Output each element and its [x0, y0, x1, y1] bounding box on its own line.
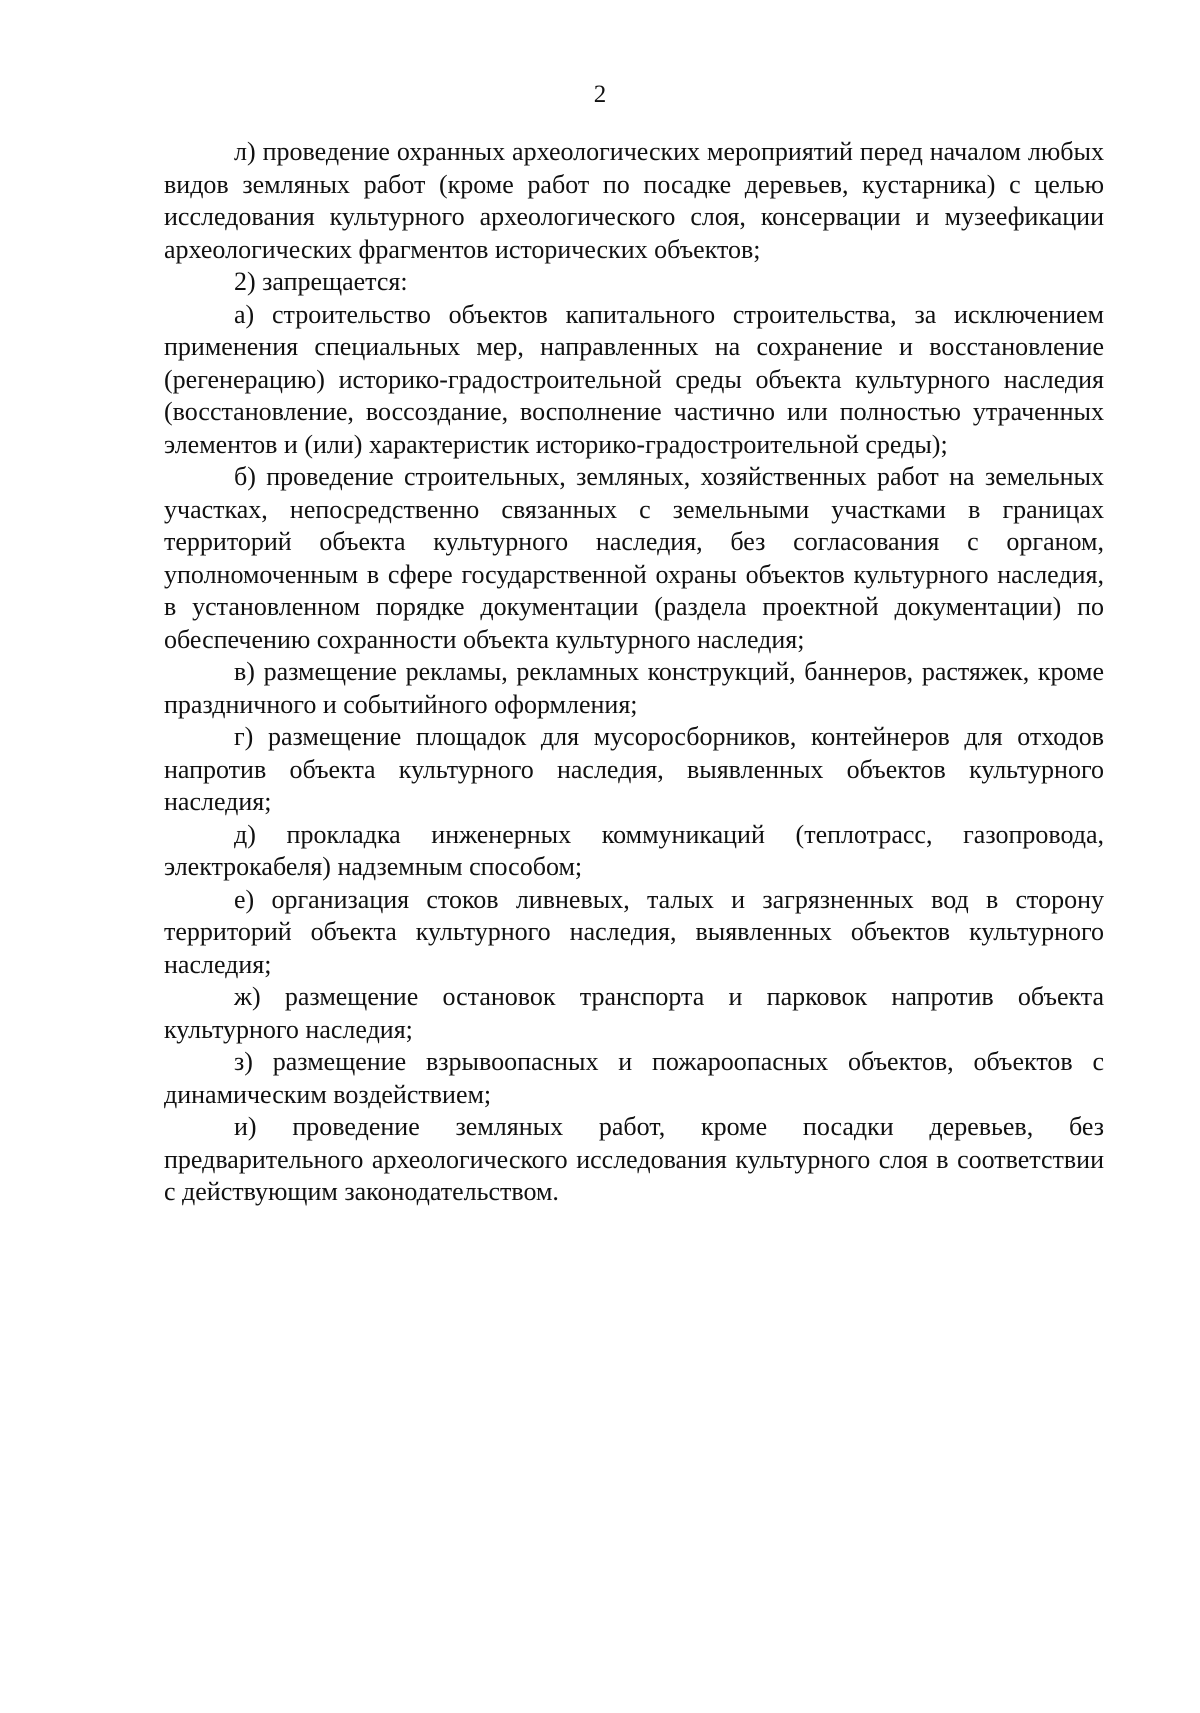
paragraph-prohibited-heading: 2) запрещается:: [234, 267, 408, 296]
paragraph-item-e: е) организация стоков ливневых, талых и загрязненных вод в сторону территорий объекта культурного наследия, выявленных объектов культурного наследия;: [164, 884, 1104, 979]
document-body: [164, 136, 1104, 1209]
paragraph-item-zh: ж) размещение остановок транспорта и парковок напротив объекта культурного наследия;: [164, 982, 1104, 1044]
paragraph-item-g: г) размещение площадок для мусоросборников, контейнеров для отходов напротив объекта культурного наследия, выявленных объектов культурного наследия;: [164, 722, 1104, 816]
paragraph-item-a: а) строительство объектов капитального строительства, за исключением применения специальных мер, направленных на сохранение и восстановление (регенерацию) историко-градостроительной среды объекта культурного наследия (восстановление, воссоздание, восполнение частично или полностью утраченных элементов и (или) характеристик историко-градостроительной среды);: [164, 299, 1104, 459]
paragraph-item-i: и) проведение земляных работ, кроме посадки деревьев, без предварительного археологического исследования культурного слоя в соответствии с действующим законодательством.: [164, 1112, 1104, 1206]
paragraph-item-l: л) проведение охранных археологических мероприятий перед началом любых видов земляных работ (кроме работ по посадке деревьев, кустарника) с целью исследования культурного археологического слоя, консервации и музеефикации археологических фрагментов исторических объектов;: [164, 137, 1104, 264]
paragraph-item-d: д) прокладка инженерных коммуникаций (теплотрасс, газопровода, электрокабеля) надземным способом;: [164, 819, 1104, 881]
paragraph-item-v: в) размещение рекламы, рекламных конструкций, баннеров, растяжек, кроме праздничного и событийного оформления;: [164, 657, 1104, 719]
paragraph-item-b: б) проведение строительных, земляных, хозяйственных работ на земельных участках, непосредственно связанных с земельными участками в границах территорий объекта культурного наследия, без согласования с органом, уполномоченным в сфере государственной охраны объектов культурного наследия, в установленном порядке документации (раздела проектной документации) по обеспечению сохранности объекта культурного наследия;: [164, 462, 1104, 654]
page-number: 2: [593, 81, 607, 108]
paragraph-item-z: з) размещение взрывоопасных и пожароопасных объектов, объектов с динамическим воздействием;: [164, 1047, 1104, 1109]
